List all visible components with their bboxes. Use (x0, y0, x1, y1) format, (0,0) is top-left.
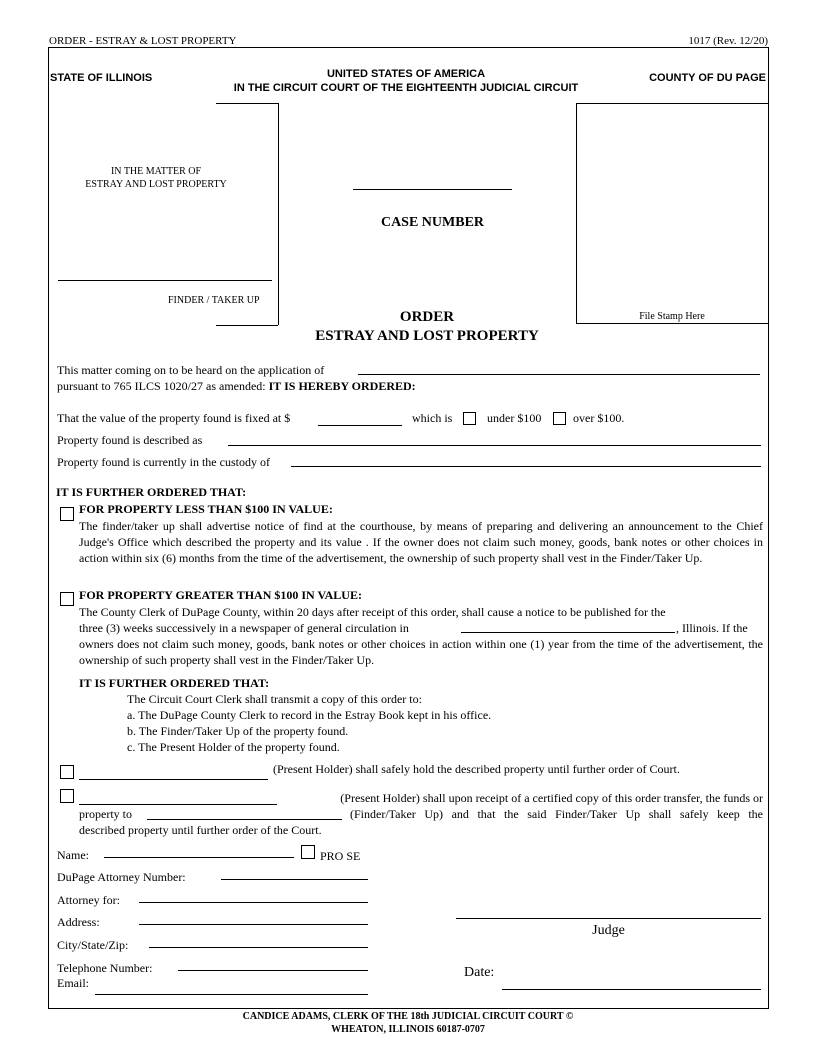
pro-se-label: PRO SE (320, 849, 361, 863)
transfer-property-to: property to (79, 807, 132, 821)
transmit-item-c: c. The Present Holder of the property found. (127, 740, 340, 754)
email-label: Email: (57, 976, 89, 990)
intro-text1: This matter coming on to be heard on the application of (57, 363, 325, 377)
hereby-ordered: IT IS HEREBY ORDERED: (268, 379, 416, 393)
matter-line2: ESTRAY AND LOST PROPERTY (85, 179, 227, 190)
hold-text: (Present Holder) shall safely hold the described property until further order of Court. (273, 762, 680, 776)
date-line[interactable] (502, 989, 761, 990)
phone-line[interactable] (178, 970, 368, 971)
under-100-checkbox[interactable] (463, 412, 476, 425)
transfer-finder-line[interactable] (147, 819, 342, 820)
greater-100-body-2b: , Illinois. If the (676, 621, 748, 635)
email-line[interactable] (95, 994, 368, 995)
form-number: 1017 (Rev. 12/20) (688, 35, 768, 47)
less-100-body: The finder/taker up shall advertise notice of find at the courthouse, by means of preparing and delivering an announcement to the Chief Judge's Office which described the property and its value . If the owner does not claim such money, goods, bank notes or other choices in action within six (6) months from the time of the advertisement, the ownership of such property shall vest in the Finder/Taker Up. (79, 519, 763, 565)
file-stamp-box (576, 103, 768, 324)
order-title (280, 308, 574, 346)
case-number-line[interactable] (353, 189, 512, 190)
transmit-item-b: b. The Finder/Taker Up of the property found. (127, 724, 349, 738)
judge-signature-line[interactable] (456, 918, 761, 919)
page-border-right (768, 47, 769, 1009)
over-100-label: over $100. (573, 411, 625, 425)
greater-100-checkbox[interactable] (60, 592, 74, 606)
value-fixed-text: That the value of the property found is fixed at $ (57, 411, 291, 425)
form-title: ORDER - ESTRAY & LOST PROPERTY (49, 35, 237, 47)
state-label: STATE OF ILLINOIS (50, 72, 153, 84)
greater-100-heading: FOR PROPERTY GREATER THAN $100 IN VALUE: (79, 588, 362, 602)
intro-line2 (57, 379, 416, 394)
applicant-line[interactable] (358, 374, 760, 375)
country-label: UNITED STATES OF AMERICA (326, 68, 486, 80)
hold-holder-line[interactable] (79, 779, 268, 780)
finder-name-line[interactable] (58, 280, 272, 281)
described-line[interactable] (228, 445, 761, 446)
header-rule (48, 47, 768, 48)
less-100-checkbox[interactable] (60, 507, 74, 521)
address-label: Address: (57, 915, 100, 929)
phone-label: Telephone Number: (57, 961, 153, 975)
transfer-text-1: (Present Holder) shall upon receipt of a certified copy of this order transfer, the funds or (340, 791, 763, 805)
caption-right-rule (278, 103, 279, 325)
city-label: City/State/Zip: (57, 938, 129, 952)
dupage-number-line[interactable] (221, 879, 368, 880)
matter-line1: IN THE MATTER OF (110, 166, 202, 177)
circuit-label: IN THE CIRCUIT COURT OF THE EIGHTEENTH JUDICIAL CIRCUIT (233, 82, 579, 94)
intro-text2: pursuant to 765 ILCS 1020/27 as amended: (57, 379, 266, 393)
value-amount-line[interactable] (318, 425, 402, 426)
finder-label: FINDER / TAKER UP (168, 295, 260, 306)
page-border-left (48, 47, 49, 1009)
page-border-bottom (48, 1008, 769, 1009)
transmit-text: The Circuit Court Clerk shall transmit a copy of this order to: (127, 692, 422, 706)
name-line[interactable] (104, 857, 294, 858)
judge-label: Judge (592, 923, 625, 938)
under-100-label: under $100 (487, 411, 542, 425)
over-100-checkbox[interactable] (553, 412, 566, 425)
less-100-heading: FOR PROPERTY LESS THAN $100 IN VALUE: (79, 502, 333, 516)
city-line[interactable] (149, 947, 368, 948)
greater-100-body-2a: three (3) weeks successively in a newspaper of general circulation in (79, 621, 409, 635)
custody-label: Property found is currently in the custody of (57, 455, 270, 469)
transfer-checkbox[interactable] (60, 789, 74, 803)
footer-line1: CANDICE ADAMS, CLERK OF THE 18th JUDICIAL CIRCUIT COURT © (242, 1011, 574, 1022)
further-heading-2: IT IS FURTHER ORDERED THAT: (79, 676, 270, 690)
footer-line2: WHEATON, ILLINOIS 60187-0707 (331, 1024, 485, 1035)
pro-se-checkbox[interactable] (301, 845, 315, 859)
described-label: Property found is described as (57, 433, 203, 447)
dupage-number-label: DuPage Attorney Number: (57, 870, 186, 884)
address-line[interactable] (139, 924, 368, 925)
order-title-line2: ESTRAY AND LOST PROPERTY (315, 328, 539, 344)
hold-checkbox[interactable] (60, 765, 74, 779)
transfer-holder-line[interactable] (79, 804, 277, 805)
greater-100-body-1: The County Clerk of DuPage County, within 20 days after receipt of this order, shall cause a notice to be published for the (79, 605, 666, 619)
footer (48, 1010, 768, 1036)
caption-bottom-rule (216, 325, 278, 326)
further-heading: IT IS FURTHER ORDERED THAT: (56, 485, 247, 499)
name-label: Name: (57, 848, 89, 862)
attorney-for-line[interactable] (139, 902, 368, 903)
file-stamp-label: File Stamp Here (639, 311, 705, 322)
transfer-text-3: described property until further order of the Court. (79, 823, 322, 837)
transmit-item-a: a. The DuPage County Clerk to record in the Estray Book kept in his office. (127, 708, 492, 722)
greater-100-body-3: owners does not claim such money, goods, bank notes or other choices in action within one (1) year from the time of the advertisement, the ownership of such property shall vest in the Finder/Taker Up. (79, 637, 763, 667)
case-number-label: CASE NUMBER (380, 215, 485, 230)
order-title-line1: ORDER (399, 309, 455, 325)
attorney-for-label: Attorney for: (57, 893, 120, 907)
newspaper-county-line[interactable] (461, 632, 675, 633)
which-is-text: which is (412, 411, 453, 425)
county-label: COUNTY OF DU PAGE (649, 72, 766, 84)
custody-line[interactable] (291, 466, 761, 467)
transfer-text-2: (Finder/Taker Up) and that the said Finder/Taker Up shall safely keep the (350, 807, 763, 821)
date-label: Date: (464, 965, 495, 980)
court-heading (190, 67, 622, 95)
matter-label (70, 165, 242, 191)
caption-top-rule (216, 103, 278, 104)
